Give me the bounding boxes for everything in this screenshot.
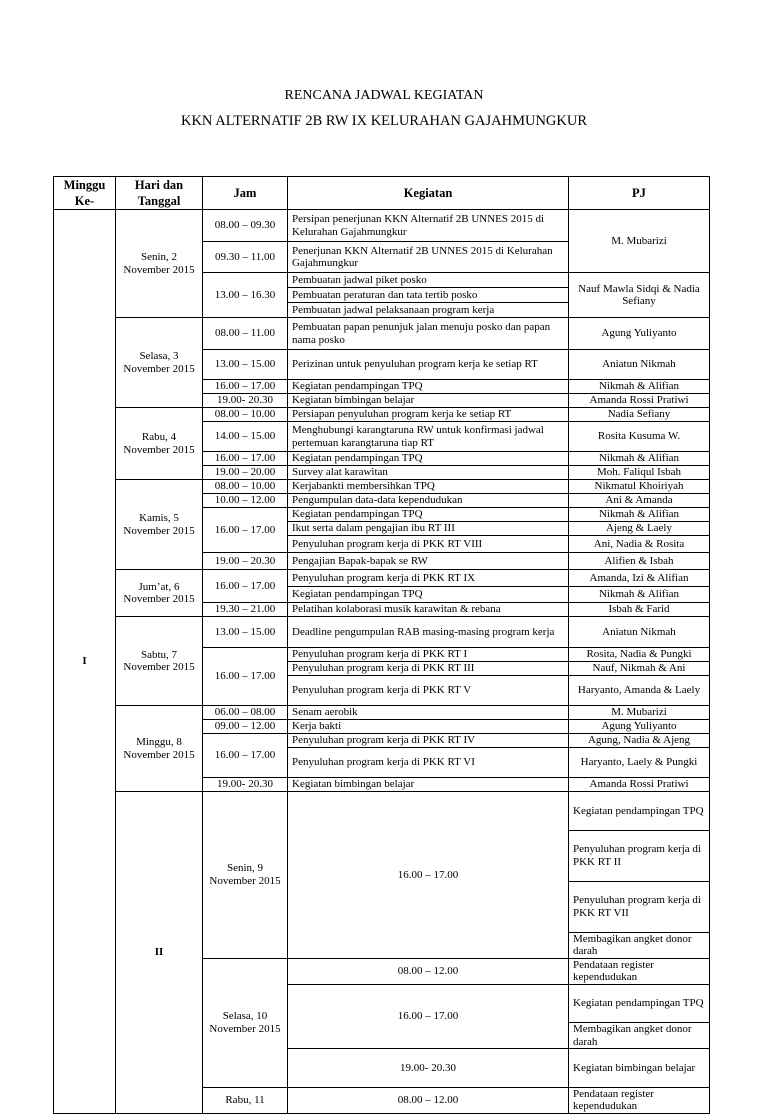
time-cell: 16.00 – 17.00 [203, 734, 288, 778]
activity-cell: Penerjunan KKN Alternatif 2B UNNES 2015 di Kelurahan Gajahmungkur [288, 242, 569, 273]
activity-cell: Kegiatan pendampingan TPQ [288, 452, 569, 466]
activity-cell: Pembuatan jadwal pelaksanaan program kerja [288, 303, 569, 318]
time-cell: 16.00 – 17.00 [288, 984, 569, 1049]
pj-cell: Agung, Nadia & Ajeng [569, 734, 710, 748]
day-cell: Senin, 9 November 2015 [203, 792, 288, 959]
pj-cell: Haryanto, Laely & Pungki [569, 748, 710, 778]
pj-cell: Nauf, Nikmah & Ani [569, 662, 710, 676]
header-hari: Hari dan Tanggal [116, 177, 203, 210]
header-pj: PJ [569, 177, 710, 210]
pj-cell: Ajeng & Laely [569, 522, 710, 536]
pj-cell: Isbah & Farid [569, 603, 710, 617]
activity-cell: Kegiatan bimbingan belajar [288, 394, 569, 408]
pj-cell: Aniatun Nikmah [569, 617, 710, 648]
activity-cell: Kegiatan pendampingan TPQ [569, 984, 710, 1023]
schedule-table [53, 176, 710, 1114]
pj-cell: Moh. Faliqul Isbah [569, 466, 710, 480]
time-cell: 08.00 – 10.00 [203, 408, 288, 422]
time-cell: 08.00 – 12.00 [288, 1087, 569, 1113]
pj-cell: Nikmatul Khoiriyah [569, 480, 710, 494]
pj-cell: Nikmah & Alifian [569, 380, 710, 394]
table-row [54, 617, 710, 648]
day-cell: Rabu, 4 November 2015 [116, 408, 203, 480]
pj-cell: Rosita, Nadia & Pungki [569, 648, 710, 662]
day-cell: Jum’at, 6 November 2015 [116, 570, 203, 617]
time-cell: 09.30 – 11.00 [203, 242, 288, 273]
activity-cell: Kegiatan pendampingan TPQ [288, 508, 569, 522]
activity-cell: Kerja bakti [288, 720, 569, 734]
activity-cell: Senam aerobik [288, 706, 569, 720]
pj-cell: Aniatun Nikmah [569, 350, 710, 380]
activity-cell: Survey alat karawitan [288, 466, 569, 480]
day-cell: Rabu, 11 [203, 1087, 288, 1113]
activity-cell: Perizinan untuk penyuluhan program kerja ke setiap RT [288, 350, 569, 380]
activity-cell: Penyuluhan program kerja di PKK RT II [569, 830, 710, 881]
activity-cell: Kegiatan pendampingan TPQ [288, 380, 569, 394]
pj-cell: Ani & Amanda [569, 494, 710, 508]
pj-cell: Alifien & Isbah [569, 553, 710, 570]
table-row [54, 480, 710, 494]
document-subtitle: KKN ALTERNATIF 2B RW IX KELURAHAN GAJAHMUNGKUR [180, 113, 587, 129]
time-cell: 08.00 – 11.00 [203, 318, 288, 350]
time-cell: 16.00 – 17.00 [203, 570, 288, 603]
time-cell: 19.30 – 21.00 [203, 603, 288, 617]
activity-cell: Pendataan register kependudukan [569, 1087, 710, 1113]
table-row [54, 792, 710, 831]
header-minggu: Minggu Ke- [54, 177, 116, 210]
header-jam: Jam [203, 177, 288, 210]
activity-cell: Pengajian Bapak-bapak se RW [288, 553, 569, 570]
header-row [54, 177, 710, 210]
activity-cell: Pembuatan papan penunjuk jalan menuju posko dan papan nama posko [288, 318, 569, 350]
activity-cell: Kegiatan bimbingan belajar [569, 1049, 710, 1088]
activity-cell: Penyuluhan program kerja di PKK RT IX [288, 570, 569, 587]
time-cell: 19.00- 20.30 [203, 778, 288, 792]
day-cell: Sabtu, 7 November 2015 [116, 617, 203, 706]
activity-cell: Penyuluhan program kerja di PKK RT I [288, 648, 569, 662]
activity-cell: Kerjabankti membersihkan TPQ [288, 480, 569, 494]
time-cell: 19.00 – 20.00 [203, 466, 288, 480]
pj-cell: Nauf Mawla Sidqi & Nadia Sefiany [569, 273, 710, 318]
day-cell: Minggu, 8 November 2015 [116, 706, 203, 792]
time-cell: 16.00 – 17.00 [203, 508, 288, 553]
pj-cell: Agung Yuliyanto [569, 318, 710, 350]
time-cell: 16.00 – 17.00 [288, 792, 569, 959]
pj-cell: Nadia Sefiany [569, 408, 710, 422]
activity-cell: Deadline pengumpulan RAB masing-masing program kerja [288, 617, 569, 648]
activity-cell: Penyuluhan program kerja di PKK RT V [288, 676, 569, 706]
table-row [54, 408, 710, 422]
activity-cell: Pelatihan kolaborasi musik karawitan & rebana [288, 603, 569, 617]
pj-cell: Amanda Rossi Pratiwi [569, 778, 710, 792]
activity-cell: Kegiatan pendampingan TPQ [569, 792, 710, 831]
table-row [54, 318, 710, 350]
pj-cell: Amanda, Izi & Alifian [569, 570, 710, 587]
table-row [54, 210, 710, 242]
activity-cell: Ikut serta dalam pengajian ibu RT III [288, 522, 569, 536]
activity-cell: Persiapan penyuluhan program kerja ke setiap RT [288, 408, 569, 422]
time-cell: 19.00 – 20.30 [203, 553, 288, 570]
activity-cell: Penyuluhan program kerja di PKK RT III [288, 662, 569, 676]
pj-cell: M. Mubarizi [569, 706, 710, 720]
pj-cell: Nikmah & Alifian [569, 587, 710, 603]
time-cell: 08.00 – 10.00 [203, 480, 288, 494]
time-cell: 10.00 – 12.00 [203, 494, 288, 508]
pj-cell: Haryanto, Amanda & Laely [569, 676, 710, 706]
time-cell: 08.00 – 12.00 [288, 958, 569, 984]
activity-cell: Membagikan angket donor darah [569, 932, 710, 958]
day-cell: Kamis, 5 November 2015 [116, 480, 203, 570]
time-cell: 16.00 – 17.00 [203, 452, 288, 466]
activity-cell: Pembuatan peraturan dan tata tertib posko [288, 288, 569, 303]
table-row [54, 706, 710, 720]
activity-cell: Penyuluhan program kerja di PKK RT VII [569, 881, 710, 932]
activity-cell: Pendataan register kependudukan [569, 958, 710, 984]
time-cell: 19.00- 20.30 [203, 394, 288, 408]
pj-cell: Ani, Nadia & Rosita [569, 536, 710, 553]
time-cell: 19.00- 20.30 [288, 1049, 569, 1088]
pj-cell: Agung Yuliyanto [569, 720, 710, 734]
activity-cell: Kegiatan bimbingan belajar [288, 778, 569, 792]
activity-cell: Membagikan angket donor darah [569, 1023, 710, 1049]
week-cell: I [54, 210, 116, 1114]
activity-cell: Pembuatan jadwal piket posko [288, 273, 569, 288]
day-cell: Selasa, 3 November 2015 [116, 318, 203, 408]
time-cell: 09.00 – 12.00 [203, 720, 288, 734]
activity-cell: Menghubungi karangtaruna RW untuk konfirmasi jadwal pertemuan karangtaruna tiap RT [288, 422, 569, 452]
time-cell: 08.00 – 09.30 [203, 210, 288, 242]
activity-cell: Persipan penerjunan KKN Alternatif 2B UNNES 2015 di Kelurahan Gajahmungkur [288, 210, 569, 242]
pj-cell: Amanda Rossi Pratiwi [569, 394, 710, 408]
activity-cell: Penyuluhan program kerja di PKK RT VI [288, 748, 569, 778]
time-cell: 14.00 – 15.00 [203, 422, 288, 452]
pj-cell: M. Mubarizi [569, 210, 710, 273]
document-title: RENCANA JADWAL KEGIATAN [284, 88, 484, 103]
activity-cell: Kegiatan pendampingan TPQ [288, 587, 569, 603]
time-cell: 13.00 – 15.00 [203, 350, 288, 380]
week-cell: II [116, 792, 203, 1114]
day-cell: Senin, 2 November 2015 [116, 210, 203, 318]
time-cell: 06.00 – 08.00 [203, 706, 288, 720]
table-row [54, 570, 710, 587]
header-kegiatan: Kegiatan [288, 177, 569, 210]
pj-cell: Rosita Kusuma W. [569, 422, 710, 452]
time-cell: 13.00 – 16.30 [203, 273, 288, 318]
time-cell: 16.00 – 17.00 [203, 380, 288, 394]
pj-cell: Nikmah & Alifian [569, 452, 710, 466]
activity-cell: Penyuluhan program kerja di PKK RT IV [288, 734, 569, 748]
day-cell: Selasa, 10 November 2015 [203, 958, 288, 1087]
activity-cell: Pengumpulan data-data kependudukan [288, 494, 569, 508]
time-cell: 13.00 – 15.00 [203, 617, 288, 648]
activity-cell: Penyuluhan program kerja di PKK RT VIII [288, 536, 569, 553]
time-cell: 16.00 – 17.00 [203, 648, 288, 706]
pj-cell: Nikmah & Alifian [569, 508, 710, 522]
